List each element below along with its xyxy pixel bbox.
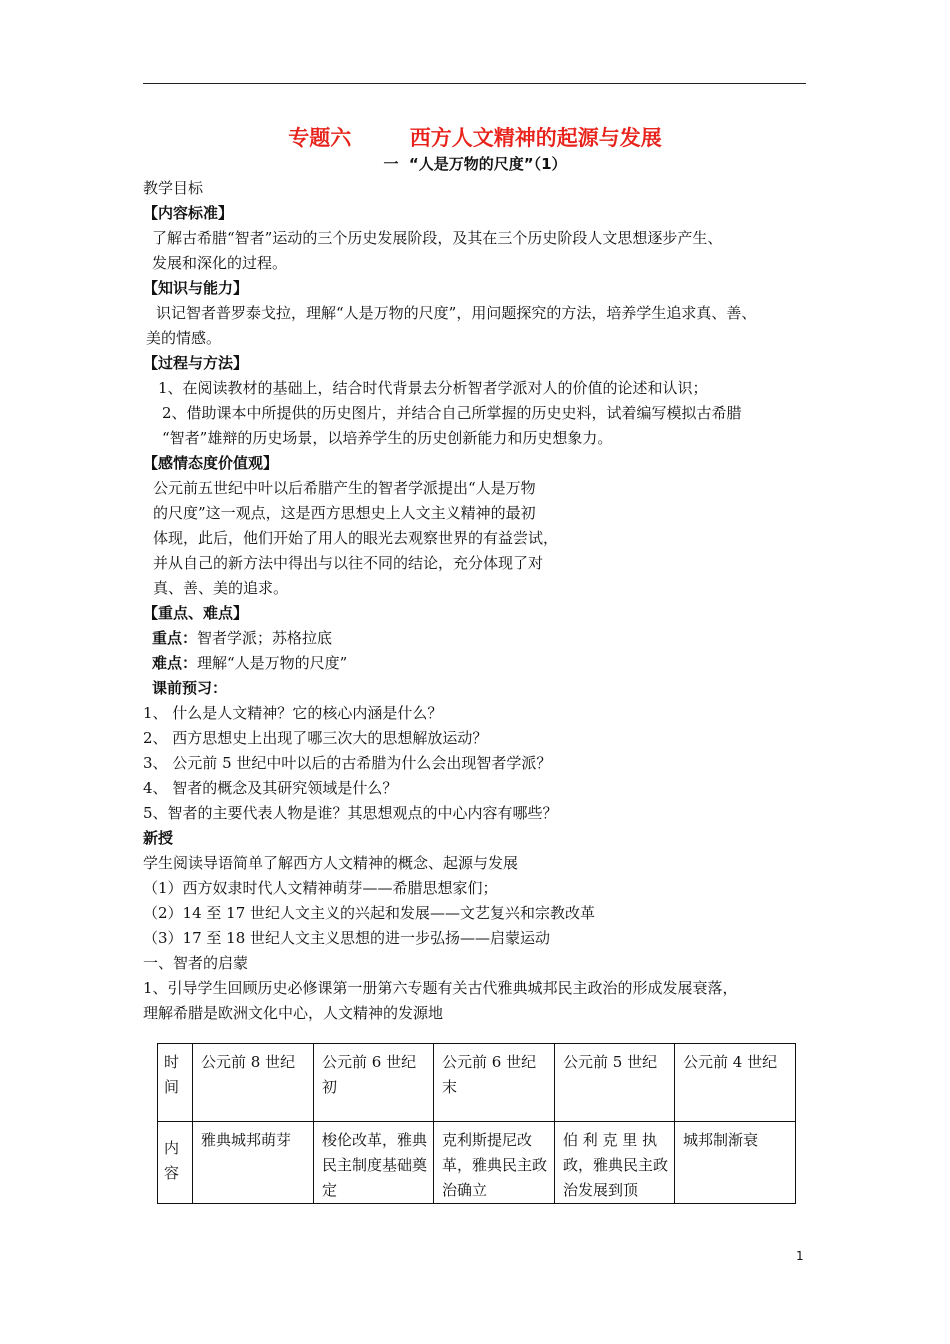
document-title: 专题六 西方人文精神的起源与发展: [288, 126, 662, 150]
table-cell: 城邦制渐衰: [675, 1122, 796, 1204]
table-cell: 公元前 5 世纪: [555, 1044, 675, 1122]
paragraph-line: 了解古希腊“智者”运动的三个历史发展阶段，及其在三个历史阶段人文思想逐步产生、: [152, 229, 723, 247]
difficult-point-line: [152, 653, 347, 673]
preview-question: 1、 什么是人文精神？它的核心内涵是什么？: [143, 704, 443, 722]
heading-attitude-values: 【感情态度价值观】: [143, 454, 279, 472]
heading-content-standard: 【内容标准】: [143, 204, 234, 222]
paragraph-line: （2）14 至 17 世纪人文主义的兴起和发展——文艺复兴和宗教改革: [143, 904, 596, 922]
table-cell: 公元前 6 世纪末: [434, 1044, 555, 1122]
table-cell: 时间: [158, 1044, 193, 1122]
table-cell: 伯 利 克 里 执政，雅典民主政治发展到顶: [555, 1122, 675, 1204]
paragraph-line: 识记智者普罗泰戈拉，理解“人是万物的尺度”，用问题探究的方法，培养学生追求真、善、: [156, 304, 757, 322]
page-number: 1: [796, 1249, 804, 1263]
table-row-time: [158, 1044, 796, 1122]
paragraph-line: 美的情感。: [146, 329, 222, 347]
table-cell: 梭伦改革，雅典民主制度基础奠定: [314, 1122, 434, 1204]
key-point-line: [152, 628, 332, 648]
paragraph-line: 真、善、美的追求。: [153, 579, 289, 597]
section-heading: 一、智者的启蒙: [143, 954, 249, 972]
heading-process-method: 【过程与方法】: [143, 354, 249, 372]
table-cell: 克利斯提尼改革，雅典民主政治确立: [434, 1122, 555, 1204]
table-cell: 公元前 8 世纪: [193, 1044, 314, 1122]
paragraph-line: 理解希腊是欧洲文化中心，人文精神的发源地: [143, 1004, 444, 1022]
paragraph-line: 2、借助课本中所提供的历史图片，并结合自己所掌握的历史史料，试着编写模拟古希腊: [162, 404, 742, 422]
header-rule: [143, 83, 806, 84]
heading-knowledge-ability: 【知识与能力】: [143, 279, 249, 297]
table-cell: 公元前 4 世纪: [675, 1044, 796, 1122]
table-row-content: [158, 1122, 796, 1204]
paragraph-line: 公元前五世纪中叶以后希腊产生的智者学派提出“人是万物: [153, 479, 536, 497]
table-cell: 内容: [158, 1122, 193, 1204]
paragraph-line: （3）17 至 18 世纪人文主义思想的进一步弘扬——启蒙运动: [143, 929, 551, 947]
preview-question: 3、 公元前 5 世纪中叶以后的古希腊为什么会出现智者学派？: [143, 754, 552, 772]
heading-key-difficult: 【重点、难点】: [143, 604, 249, 622]
key-point-label: 重点：: [152, 629, 198, 647]
heading-preview: 课前预习：: [152, 679, 228, 697]
paragraph-line: 并从自己的新方法中得出与以往不同的结论，充分体现了对: [153, 554, 544, 572]
preview-question: 4、 智者的概念及其研究领域是什么？: [143, 779, 398, 797]
paragraph-line: 1、在阅读教材的基础上，结合时代背景去分析智者学派对人的价值的论述和认识；: [158, 379, 708, 397]
paragraph-line: 1、引导学生回顾历史必修课第一册第六专题有关古代雅典城邦民主政治的形成发展衰落，: [143, 979, 738, 997]
document-subtitle: 一 “人是万物的尺度”（1）: [383, 155, 567, 173]
paragraph-line: 发展和深化的过程。: [152, 254, 288, 272]
table-cell: 雅典城邦萌芽: [193, 1122, 314, 1204]
table-cell: 公元前 6 世纪初: [314, 1044, 434, 1122]
paragraph-line: 的尺度”这一观点，这是西方思想史上人文主义精神的最初: [153, 504, 536, 522]
paragraph-line: 学生阅读导语简单了解西方人文精神的概念、起源与发展: [143, 854, 519, 872]
difficult-point-text: 理解“人是万物的尺度”: [197, 654, 348, 672]
paragraph-line: （1）西方奴隶时代人文精神萌芽——希腊思想家们；: [143, 879, 498, 897]
paragraph-line: “智者”雄辩的历史场景，以培养学生的历史创新能力和历史想象力。: [162, 429, 613, 447]
preview-question: 2、 西方思想史上出现了哪三次大的思想解放运动？: [143, 729, 488, 747]
section-teaching-goals: 教学目标: [143, 179, 204, 197]
athens-timeline-table: [157, 1043, 796, 1204]
difficult-point-label: 难点：: [152, 654, 198, 672]
heading-new-lesson: 新授: [143, 829, 174, 847]
preview-question: 5、智者的主要代表人物是谁？其思想观点的中心内容有哪些？: [143, 804, 558, 822]
paragraph-line: 体现，此后，他们开始了用人的眼光去观察世界的有益尝试，: [153, 529, 559, 547]
key-point-text: 智者学派；苏格拉底: [197, 629, 333, 647]
